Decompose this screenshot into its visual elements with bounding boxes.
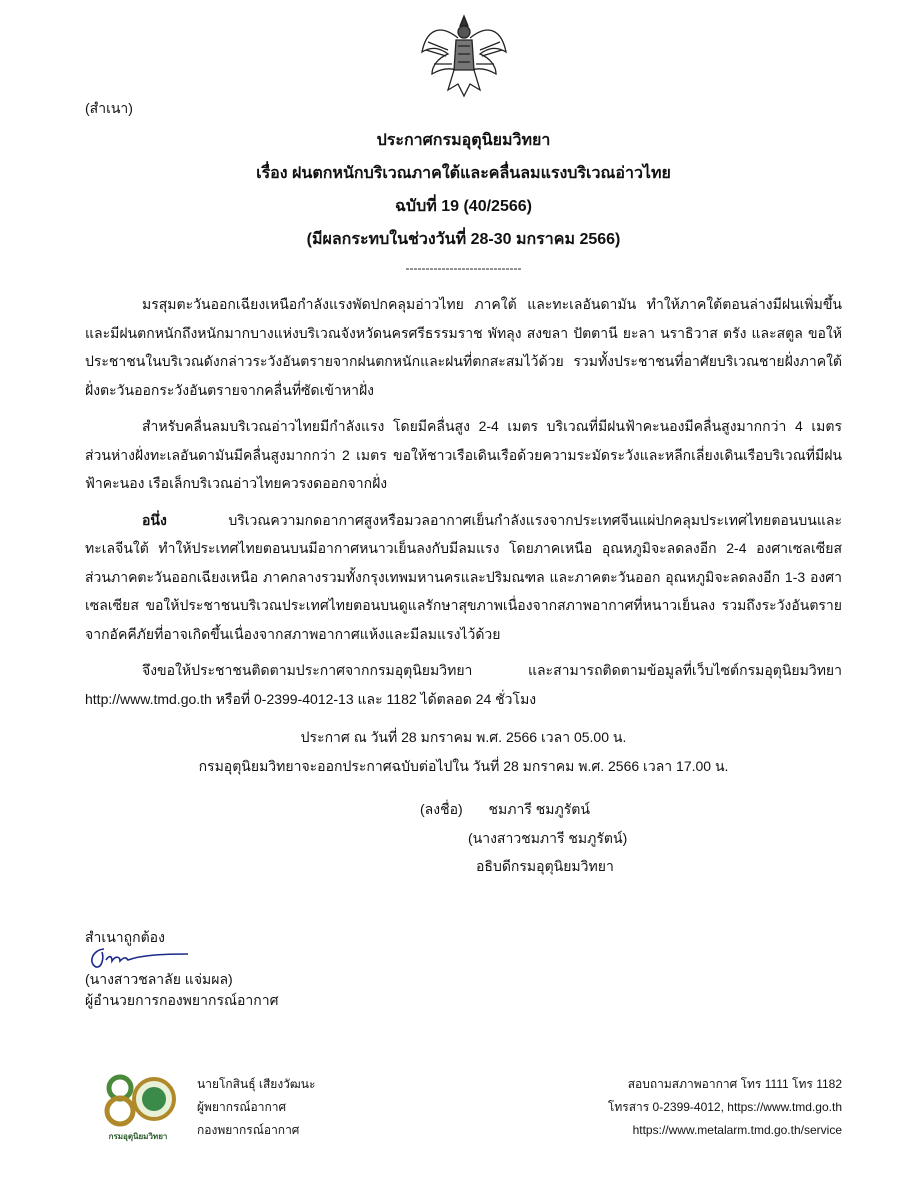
garuda-emblem — [418, 12, 510, 98]
forecaster-name: นายโกสินธุ์ เสียงวัฒนะ — [197, 1076, 316, 1091]
signatory-full-name: (นางสาวชมภารี ชมภูรัตน์) — [468, 829, 628, 846]
title-line-4: (มีผลกระทบในช่วงวันที่ 28-30 มกราคม 2566) — [306, 231, 621, 248]
title-line-3: ฉบับที่ 19 (40/2566) — [395, 198, 532, 215]
paragraph-text: บริเวณความกดอากาศสูงหรือมวลอากาศเย็นกำลังแรงจากประเทศจีนแผ่ปกคลุมประเทศไทยตอนบนและทะเลจีนใต้ ทำให้ประเทศไทยตอนบนมีอากาศหนาวเย็นลงกับมีลมแรง โดยภาคเหนือ อุณหภูมิจะลดลงอีก 2-4 องศาเซลเซียส ส่วนภาคตะวันออกเฉียงเหนือ ภาคกลางรวมทั้งกรุงเทพมหานครและปริมณฑล และภาคตะวันออก อุณหภูมิจะลดลงอีก 1-3 องศาเซลเซียส ขอให้ประชาชนบริเวณประเทศไทยตอนบนดูแลรักษาสุขภาพเนื่องจากสภาพอากาศที่หนาวเย็นลง รวมถึงระวังอันตรายจากอัคคีภัยที่อาจเกิดขึ้นเนื่องจากสภาพอากาศแห้งและมีลมแรงไว้ด้วย — [85, 511, 842, 642]
signed-row — [420, 795, 842, 824]
paragraph-waves: สำหรับคลื่นลมบริเวณอ่าวไทยมีกำลังแรง โดยมีคลื่นสูง 2-4 เมตร บริเวณที่มีฝนฟ้าคะนองมีคลื่นสูงมากกว่า 4 เมตร ส่วนห่างฝั่งทะเลอันดามันมีคลื่นสูงมากกว่า 2 เมตร ขอให้ชาวเรือเดินเรือด้วยความระมัดระวังและหลีกเลี่ยงเดินเรือบริเวณที่มีฝนฟ้าคะนอง เรือเล็กบริเวณอ่าวไทยควรงดออกจากฝั่ง — [85, 418, 842, 491]
contact-fax[interactable]: โทรสาร 0-2399-4012, https://www.tmd.go.th — [607, 1099, 842, 1114]
next-issue: กรมอุตุนิยมวิทยาจะออกประกาศฉบับต่อไปใน วันที่ 28 มกราคม พ.ศ. 2566 เวลา 17.00 น. — [198, 758, 729, 774]
contact-service-link[interactable]: https://www.metalarm.tmd.go.th/service — [632, 1122, 842, 1137]
signatory-position: อธิบดีกรมอุตุนิยมวิทยา — [476, 858, 614, 874]
contact-block — [608, 1073, 842, 1142]
signed-label: (ลงชื่อ) — [420, 801, 463, 817]
paragraph-cold-air — [85, 506, 842, 649]
title-line-1: ประกาศกรมอุตุนิยมวิทยา — [376, 132, 551, 149]
footer — [85, 1073, 842, 1142]
certified-copy-label: สำเนาถูกต้อง — [85, 928, 165, 945]
contact-phone: สอบถามสภาพอากาศ โทร 1111 โทร 1182 — [627, 1076, 842, 1091]
paragraph-follow-up: จึงขอให้ประชาชนติดตามประกาศจากกรมอุตุนิยมวิทยา และสามารถติดตามข้อมูลที่เว็บไซต์กรมอุตุนิยมวิทยา http://www.tmd.go.th หรือที่ 0-2399-4012-13 และ 1182 ได้ตลอด 24 ชั่วโมง — [85, 662, 842, 707]
logo-text: กรมอุตุนิยมวิทยา — [108, 1131, 168, 1141]
forecaster-division: กองพยากรณ์อากาศ — [197, 1122, 300, 1137]
paragraph-monsoon: มรสุมตะวันออกเฉียงเหนือกำลังแรงพัดปกคลุมอ่าวไทย ภาคใต้ และทะเลอันดามัน ทำให้ภาคใต้ตอนล่างมีฝนเพิ่มขึ้นและมีฝนตกหนักถึงหนักมากบางแห่งบริเวณจังหวัดนครศรีธรรมราช พัทลุง สงขลา ปัตตานี ยะลา นราธิวาส ตรัง และสตูล ขอให้ประชาชนในบริเวณดังกล่าวระวังอันตรายจากฝนตกหนักและฝนที่ตกสะสมไว้ด้วย รวมทั้งประชาชนที่อาศัยบริเวณชายฝั่งภาคใต้ฝั่งตะวันออกระวังอันตรายจากคลื่นที่ซัดเข้าหาฝั่ง — [85, 296, 842, 398]
tmd-80-logo — [98, 1073, 178, 1142]
certifier-position: ผู้อำนวยการกองพยากรณ์อากาศ — [85, 991, 279, 1008]
separator: ----------------------------- — [405, 261, 522, 275]
signed-name: ชมภารี ชมภูรัตน์ — [488, 801, 590, 817]
paragraph-lead: อนึ่ง — [142, 511, 167, 528]
signature — [82, 947, 192, 969]
certifier-name: (นางสาวชลาลัย แจ่มผล) — [85, 970, 233, 987]
issued-date: ประกาศ ณ วันที่ 28 มกราคม พ.ศ. 2566 เวลา 05.00 น. — [300, 729, 627, 745]
forecaster-block — [197, 1073, 315, 1142]
forecaster-title: ผู้พยากรณ์อากาศ — [197, 1099, 287, 1114]
copy-label: (สำเนา) — [85, 100, 133, 116]
title-line-2: เรื่อง ฝนตกหนักบริเวณภาคใต้และคลื่นลมแรงบริเวณอ่าวไทย — [256, 165, 671, 182]
